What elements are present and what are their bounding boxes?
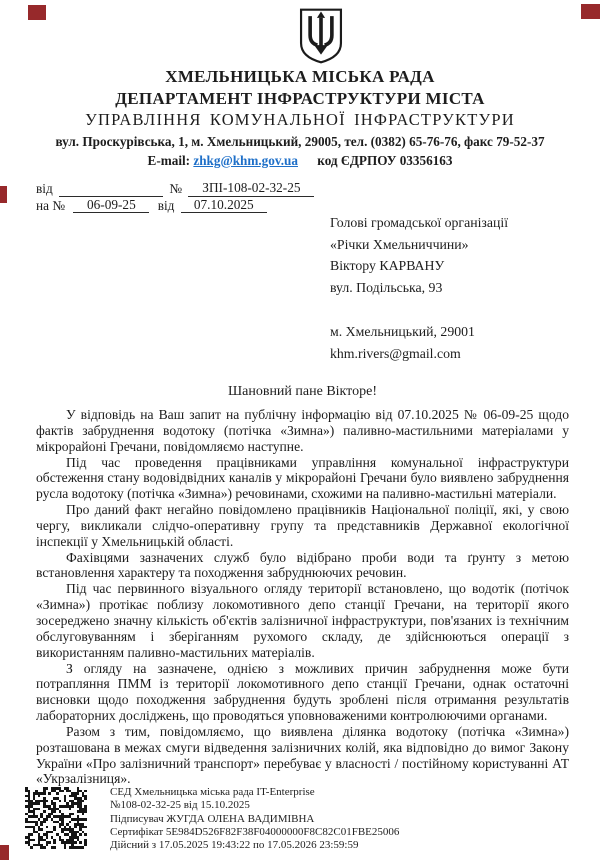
signature-stamp-lines	[110, 786, 585, 852]
outgoing-reference-line	[36, 180, 314, 197]
incoming-date-label: від	[157, 197, 175, 213]
recipient-organization: «Річки Хмельниччини»	[330, 236, 469, 252]
document-number-line: №108-02-32-25 від 15.10.2025	[110, 799, 250, 812]
red-scan-mark-bottom-left	[0, 845, 9, 860]
qr-code-stamp	[25, 787, 87, 849]
paragraph-4: Фахівцями зазначених служб було відібрано проби води та ґрунту з метою встановлення характеру та походження забруднюючих речовин.	[36, 549, 569, 581]
incoming-reference-line	[36, 197, 314, 214]
letter-body	[36, 407, 569, 787]
edrpou-code: код ЄДРПОУ 03356163	[317, 153, 453, 168]
paragraph-7: Разом з тим, повідомляємо, що виявлена ділянка водотоку (потічка «Зимна») розташована в межах смуги відведення залізничних колій, яка відповідно до вимог Закону України «Про залізничний транспорт» перебуває у власності / постійному користуванні АТ «Укрзалізниця».	[36, 723, 569, 787]
ukraine-trident-emblem	[295, 7, 347, 65]
signer-line: Підписувач ЖУГДА ОЛЕНА ВАДИМІВНА	[110, 812, 315, 825]
paragraph-3: Про даний факт негайно повідомлено працівників Національної поліції, які, у свою чергу, викликали слідчо-оперативну групу та представників Державної екологічної інспекції у Хмельницькій області.	[36, 502, 569, 549]
org-contact-line	[0, 152, 600, 169]
org-name-line3: УПРАВЛІННЯ КОМУНАЛЬНОЇ ІНФРАСТРУКТУРИ	[85, 110, 515, 129]
org-name-line2: ДЕПАРТАМЕНТ ІНФРАСТРУКТУРИ МІСТА	[115, 89, 485, 108]
outgoing-number-value: ЗПІ-108-02-32-25	[188, 180, 314, 197]
digital-signature-stamp	[25, 786, 585, 852]
red-scan-mark-left-edge	[0, 186, 7, 203]
incoming-date-value: 07.10.2025	[181, 197, 267, 214]
salutation: Шановний пане Вікторе!	[228, 384, 377, 399]
sed-system-line: СЕД Хмельницька міська рада IT-Enterprise	[110, 786, 315, 798]
recipient-name: Віктору КАРВАНУ	[330, 258, 445, 273]
recipient-street: вул. Подільська, 93	[330, 279, 443, 295]
certificate-line: Сертифікат 5E984D526F82F38F04000000F8C82C01FBE25006	[110, 825, 400, 838]
recipient-title: Голові громадської організації	[330, 215, 509, 230]
org-name-line1: ХМЕЛЬНИЦЬКА МІСЬКА РАДА	[165, 67, 435, 86]
validity-line: Дійсний з 17.05.2025 19:43:22 по 17.05.2026 23:59:59	[110, 839, 359, 852]
incoming-number-label: на №	[36, 197, 66, 213]
letterhead	[0, 7, 600, 169]
paragraph-1: У відповідь на Ваш запит на публічну інформацію від 07.10.2025 № 06-09-25 щодо фактів забруднення водотоку (потічка «Зимна») паливно-мастильними матеріалами у мікрорайоні Гречани, повідомляємо наступне.	[36, 407, 569, 454]
recipient-email: khm.rivers@gmail.com	[330, 345, 461, 361]
paragraph-2: Під час проведення працівниками управління комунальної інфраструктури обстеження стану водовідвідних каналів у мікрорайоні Гречани було виявлено забруднення русла водотоку (потічка «Зимна») речовинами, схожими на паливно-мастильні матеріали.	[36, 454, 569, 502]
paragraph-5: Під час первинного візуального огляду території встановлено, що водотік (потічок «Зимна») протікає поблизу локомотивного депо станції Гречани, на території якого зосереджено значну кількість об'єктів залізничної інфраструктури, пов'язаних із технічним обслуговуванням і зберіганням рухомого складу, де здійснюються операції з використанням паливно-мастильних матеріалів.	[36, 581, 569, 660]
reference-number-block	[36, 180, 314, 213]
recipient-block	[330, 212, 508, 364]
paragraph-6: З огляду на зазначене, однією з можливих причин забруднення може бути потрапляння ПММ із території локомотивного депо станції Гречани, однак остаточні висновки щодо походження забруднення будуть зроблені після отримання результатів лабораторних досліджень, що проводяться уповноваженими контролюючими органами.	[36, 660, 569, 724]
recipient-city: м. Хмельницький, 29001	[330, 324, 475, 339]
org-email-link[interactable]: zhkg@khm.gov.ua	[193, 153, 298, 168]
org-address-line: вул. Проскурівська, 1, м. Хмельницький, 29005, тел. (0382) 65-76-76, факс 79-52-37	[55, 134, 545, 149]
incoming-number-value: 06-09-25	[73, 197, 149, 214]
outgoing-number-label: №	[169, 181, 183, 196]
outgoing-date-label: від	[36, 181, 53, 196]
email-label: E-mail:	[147, 153, 191, 168]
